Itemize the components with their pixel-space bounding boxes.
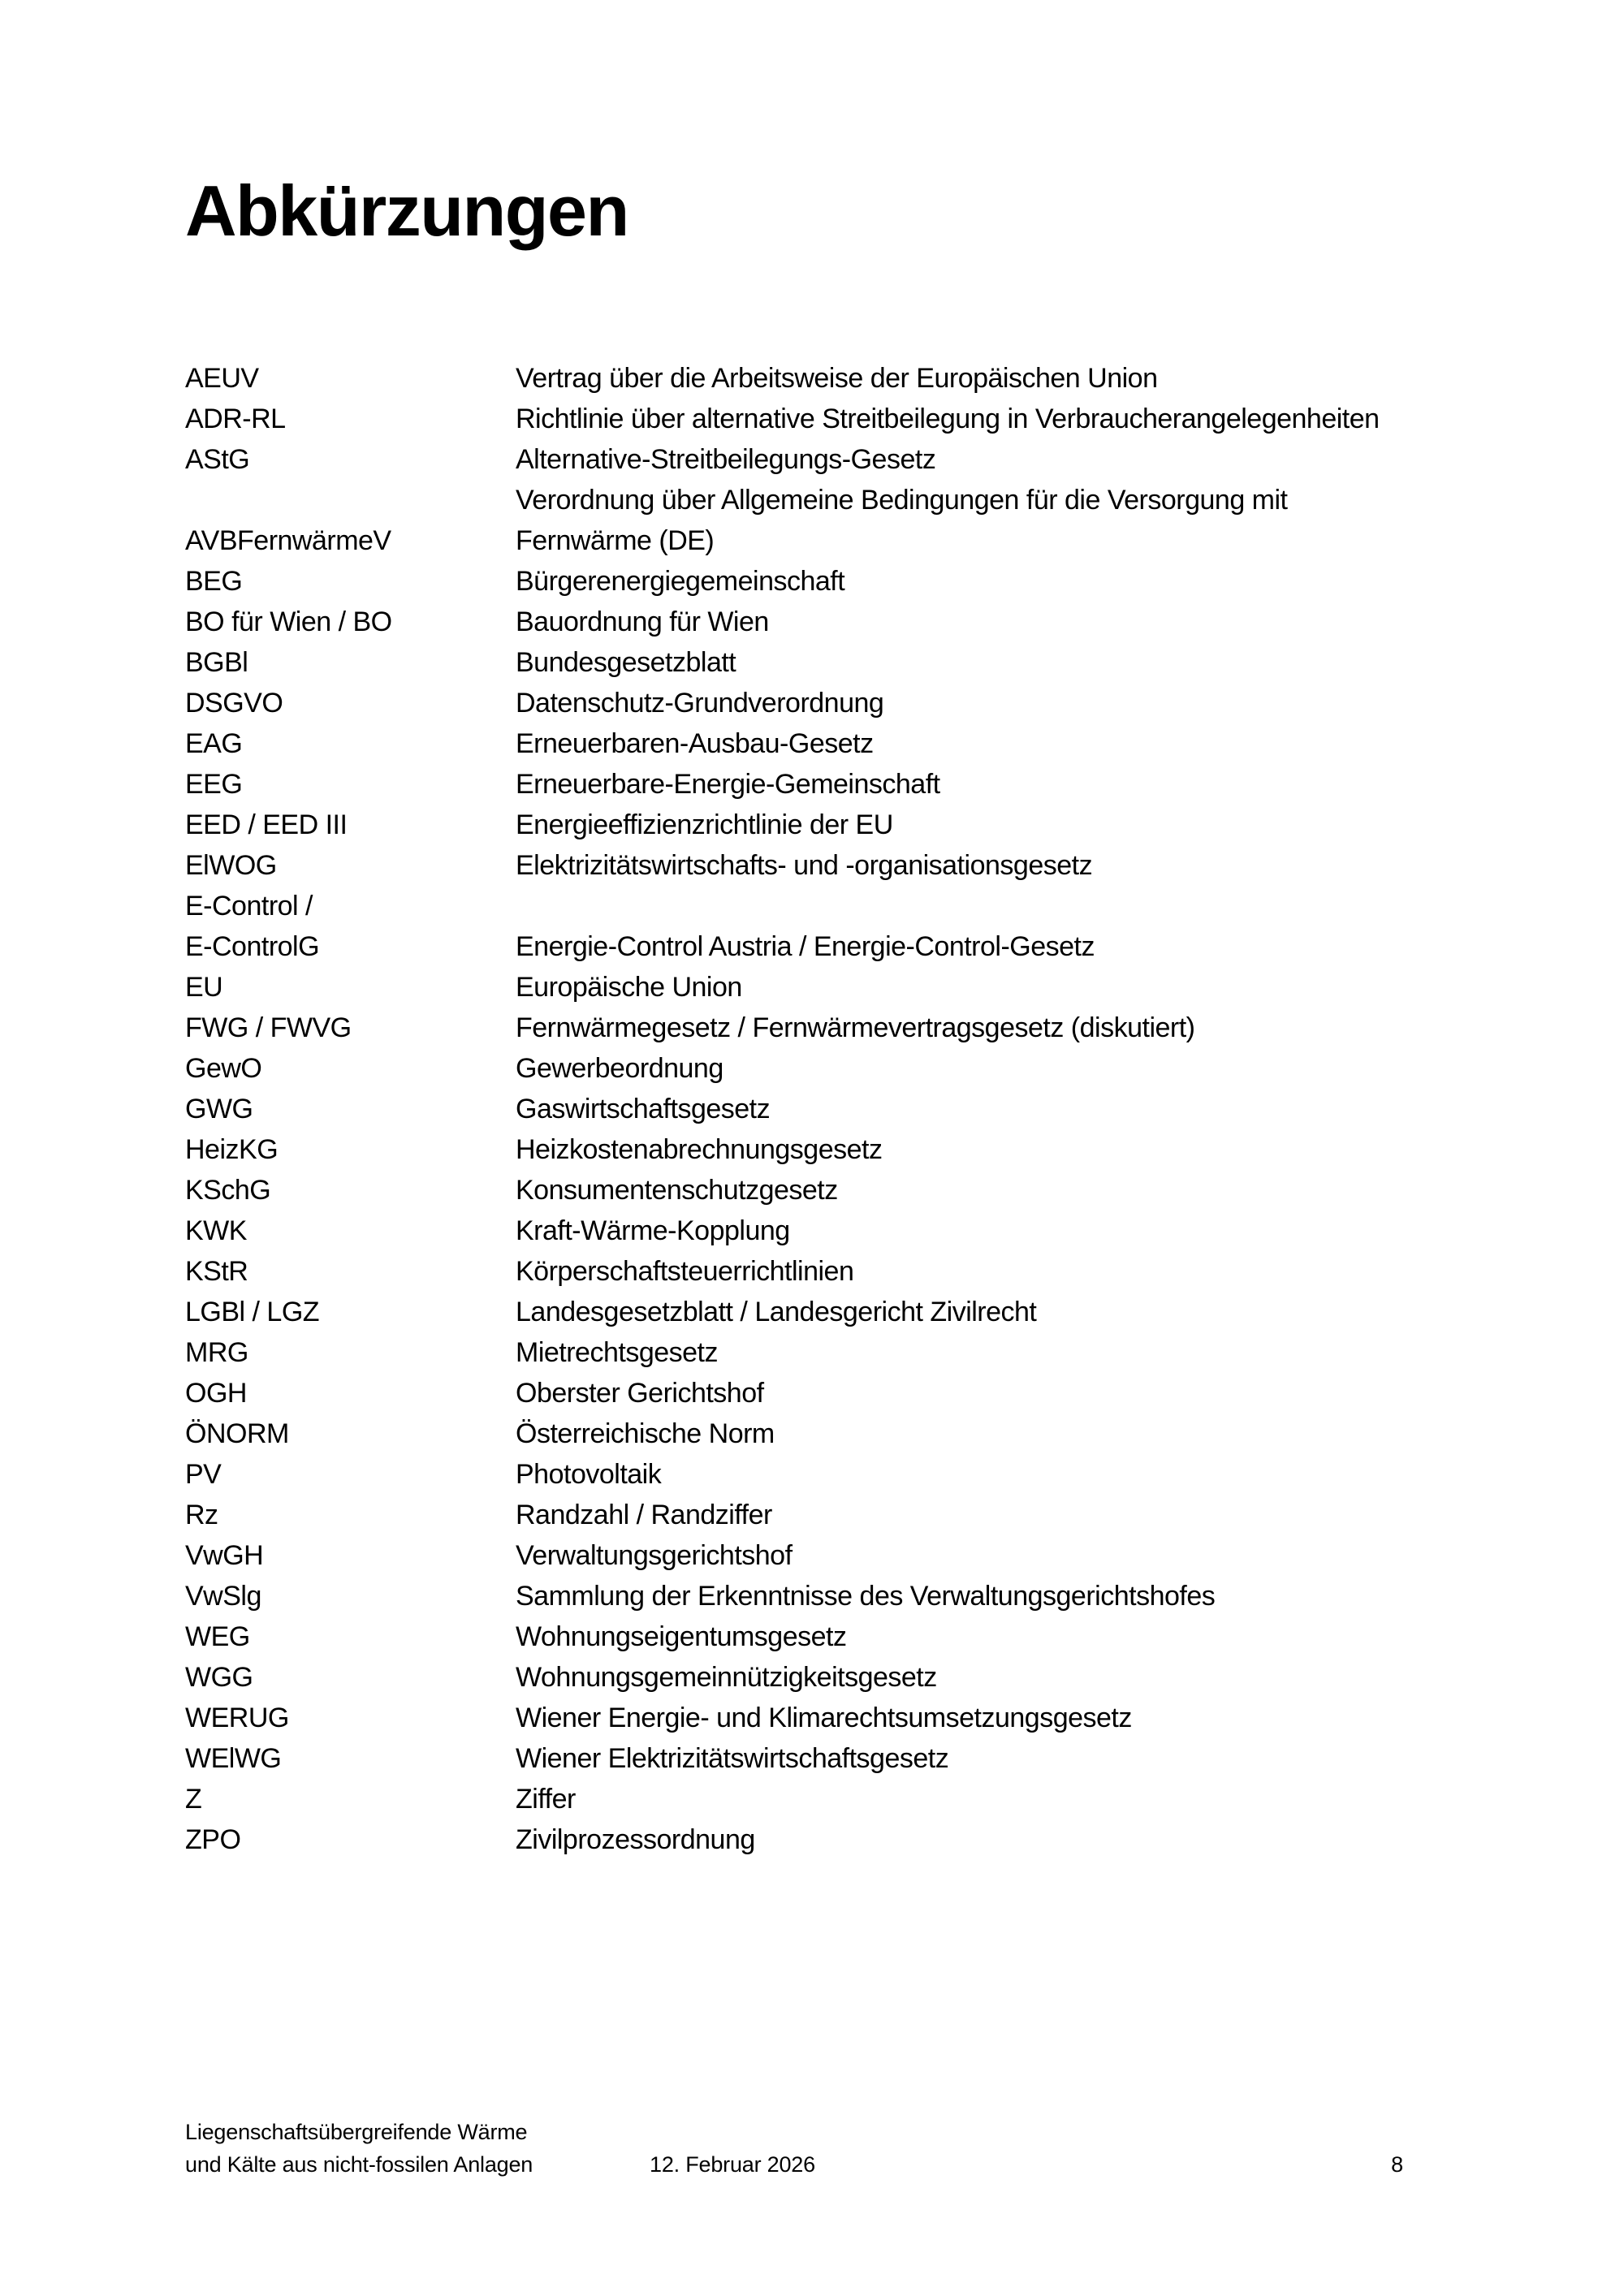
abbreviation-definition: Elektrizitätswirtschafts- und -organisationsgesetz [516,850,1093,881]
abbreviation-definition: Konsumentenschutzgesetz [516,1175,838,1206]
abbreviation-row [185,399,1501,439]
abbreviation-row [185,805,1501,845]
abbreviation-term: E-Control / [185,891,313,921]
abbreviation-term: PV [185,1459,222,1490]
abbreviation-term: MRG [185,1337,248,1368]
abbreviation-term: VwSlg [185,1581,261,1612]
footer-date: 12. Februar 2026 [650,2152,815,2177]
abbreviation-definition: Energieeffizienzrichtlinie der EU [516,809,893,840]
abbreviation-row [185,967,1501,1008]
abbreviation-term: BGBl [185,647,248,678]
abbreviation-definition: Sammlung der Erkenntnisse des Verwaltungsgerichtshofes [516,1581,1216,1612]
abbreviation-definition: Randzahl / Randziffer [516,1500,772,1530]
abbreviation-term: EAG [185,728,243,759]
abbreviation-definition: Wohnungseigentumsgesetz [516,1621,847,1652]
abbreviation-definition: Oberster Gerichtshof [516,1378,764,1409]
abbreviation-definition: Gewerbeordnung [516,1053,723,1084]
abbreviation-row [185,1495,1501,1535]
abbreviation-row [185,439,1501,480]
abbreviation-term: AVBFernwärmeV [185,525,391,556]
abbreviation-row [185,1048,1501,1089]
abbreviation-definition: Körperschaftsteuerrichtlinien [516,1256,854,1287]
abbreviation-row [185,1413,1501,1454]
abbreviation-term: AStG [185,444,250,475]
abbreviation-term: OGH [185,1378,247,1409]
abbreviation-definition: Ziffer [516,1784,576,1815]
abbreviation-definition: Mietrechtsgesetz [516,1337,718,1368]
abbreviation-definition: Vertrag über die Arbeitsweise der Europäischen Union [516,363,1158,394]
abbreviation-term: ElWOG [185,850,277,881]
page-number: 8 [1391,2152,1403,2177]
abbreviation-term: KStR [185,1256,248,1287]
abbreviation-row [185,1008,1501,1048]
footer-doc-title-line1: Liegenschaftsübergreifende Wärme [185,2120,528,2144]
abbreviation-definition: Bürgerenergiegemeinschaft [516,566,845,597]
abbreviation-row [185,1779,1501,1819]
abbreviation-row [185,845,1501,886]
abbreviation-term: ÖNORM [185,1418,289,1449]
abbreviation-definition: Wiener Energie- und Klimarechtsumsetzungsgesetz [516,1703,1132,1733]
abbreviation-row [185,1170,1501,1211]
abbreviation-row [185,480,1501,520]
abbreviation-term [185,480,516,520]
abbreviation-term: EEG [185,769,243,800]
abbreviation-row [185,683,1501,723]
abbreviation-term: Z [185,1784,202,1815]
abbreviation-row [185,1454,1501,1495]
abbreviation-definition: Alternative-Streitbeilegungs-Gesetz [516,444,936,475]
abbreviation-term: ZPO [185,1824,241,1855]
abbreviation-definition: Fernwärme (DE) [516,525,715,556]
abbreviation-row [185,1292,1501,1332]
abbreviation-term: KSchG [185,1175,271,1206]
abbreviation-definition: Photovoltaik [516,1459,662,1490]
abbreviation-row [185,1738,1501,1779]
abbreviation-term: EU [185,972,223,1003]
abbreviation-term: AEUV [185,363,259,394]
abbreviation-definition: Kraft-Wärme-Kopplung [516,1215,790,1246]
abbreviation-row [185,1089,1501,1129]
abbreviation-row [185,520,1501,561]
abbreviation-row [185,926,1501,967]
abbreviation-definition: Richtlinie über alternative Streitbeilegung in Verbraucherangelegenheiten [516,404,1380,434]
abbreviation-term: WElWG [185,1743,282,1774]
abbreviation-definition: Erneuerbare-Energie-Gemeinschaft [516,769,940,800]
page-title: Abkürzungen [185,170,628,251]
abbreviation-term: EED / EED III [185,809,348,840]
abbreviation-definition: Verwaltungsgerichtshof [516,1540,793,1571]
abbreviation-row [185,561,1501,602]
abbreviation-term: LGBl / LGZ [185,1297,320,1327]
abbreviation-row [185,723,1501,764]
abbreviation-definition: Energie-Control Austria / Energie-Control-Gesetz [516,931,1095,962]
abbreviation-definition: Österreichische Norm [516,1418,775,1449]
abbreviation-term: WGG [185,1662,253,1693]
abbreviation-definition: Europäische Union [516,972,742,1003]
abbreviation-row [185,1129,1501,1170]
abbreviation-definition: Erneuerbaren-Ausbau-Gesetz [516,728,874,759]
abbreviation-term: WEG [185,1621,250,1652]
abbreviation-definition: Heizkostenabrechnungsgesetz [516,1134,883,1165]
abbreviation-definition: Fernwärmegesetz / Fernwärmevertragsgesetz (diskutiert) [516,1012,1195,1043]
abbreviation-row [185,1373,1501,1413]
abbreviation-term: GWG [185,1094,253,1124]
abbreviation-row [185,1698,1501,1738]
abbreviation-row [185,602,1501,642]
abbreviation-row [185,1332,1501,1373]
abbreviation-definition: Zivilprozessordnung [516,1824,755,1855]
abbreviation-definition: Wohnungsgemeinnützigkeitsgesetz [516,1662,937,1693]
abbreviation-row [185,1251,1501,1292]
abbreviation-definition: Landesgesetzblatt / Landesgericht Zivilrecht [516,1297,1037,1327]
abbreviation-definition: Gaswirtschaftsgesetz [516,1094,771,1124]
abbreviation-term: Rz [185,1500,218,1530]
abbreviation-definition: Wiener Elektrizitätswirtschaftsgesetz [516,1743,949,1774]
abbreviation-row [185,1576,1501,1616]
abbreviation-term: GewO [185,1053,262,1084]
abbreviation-definition: Verordnung über Allgemeine Bedingungen für die Versorgung mit [516,485,1288,516]
abbreviation-definition: Bundesgesetzblatt [516,647,736,678]
abbreviation-definition: Datenschutz-Grundverordnung [516,688,884,719]
page-footer [185,2116,1403,2181]
abbreviation-term: BO für Wien / BO [185,606,392,637]
footer-document-title [185,2116,650,2181]
abbreviation-row [185,1819,1501,1860]
abbreviation-term: BEG [185,566,243,597]
abbreviation-term: E-ControlG [185,931,320,962]
footer-doc-title-line2: und Kälte aus nicht-fossilen Anlagen [185,2152,533,2177]
abbreviation-row [185,358,1501,399]
abbreviation-term: DSGVO [185,688,283,719]
abbreviation-term: WERUG [185,1703,289,1733]
abbreviation-term: ADR-RL [185,404,286,434]
abbreviation-row [185,764,1501,805]
abbreviation-row [185,886,1501,926]
abbreviation-row [185,1657,1501,1698]
abbreviation-row [185,642,1501,683]
abbreviation-term: VwGH [185,1540,264,1571]
abbreviation-term: FWG / FWVG [185,1012,352,1043]
abbreviation-list [185,358,1501,1860]
abbreviation-row [185,1616,1501,1657]
abbreviation-row [185,1211,1501,1251]
abbreviation-term: KWK [185,1215,247,1246]
abbreviation-definition [516,886,1501,926]
abbreviation-definition: Bauordnung für Wien [516,606,769,637]
abbreviation-term: HeizKG [185,1134,279,1165]
abbreviation-row [185,1535,1501,1576]
